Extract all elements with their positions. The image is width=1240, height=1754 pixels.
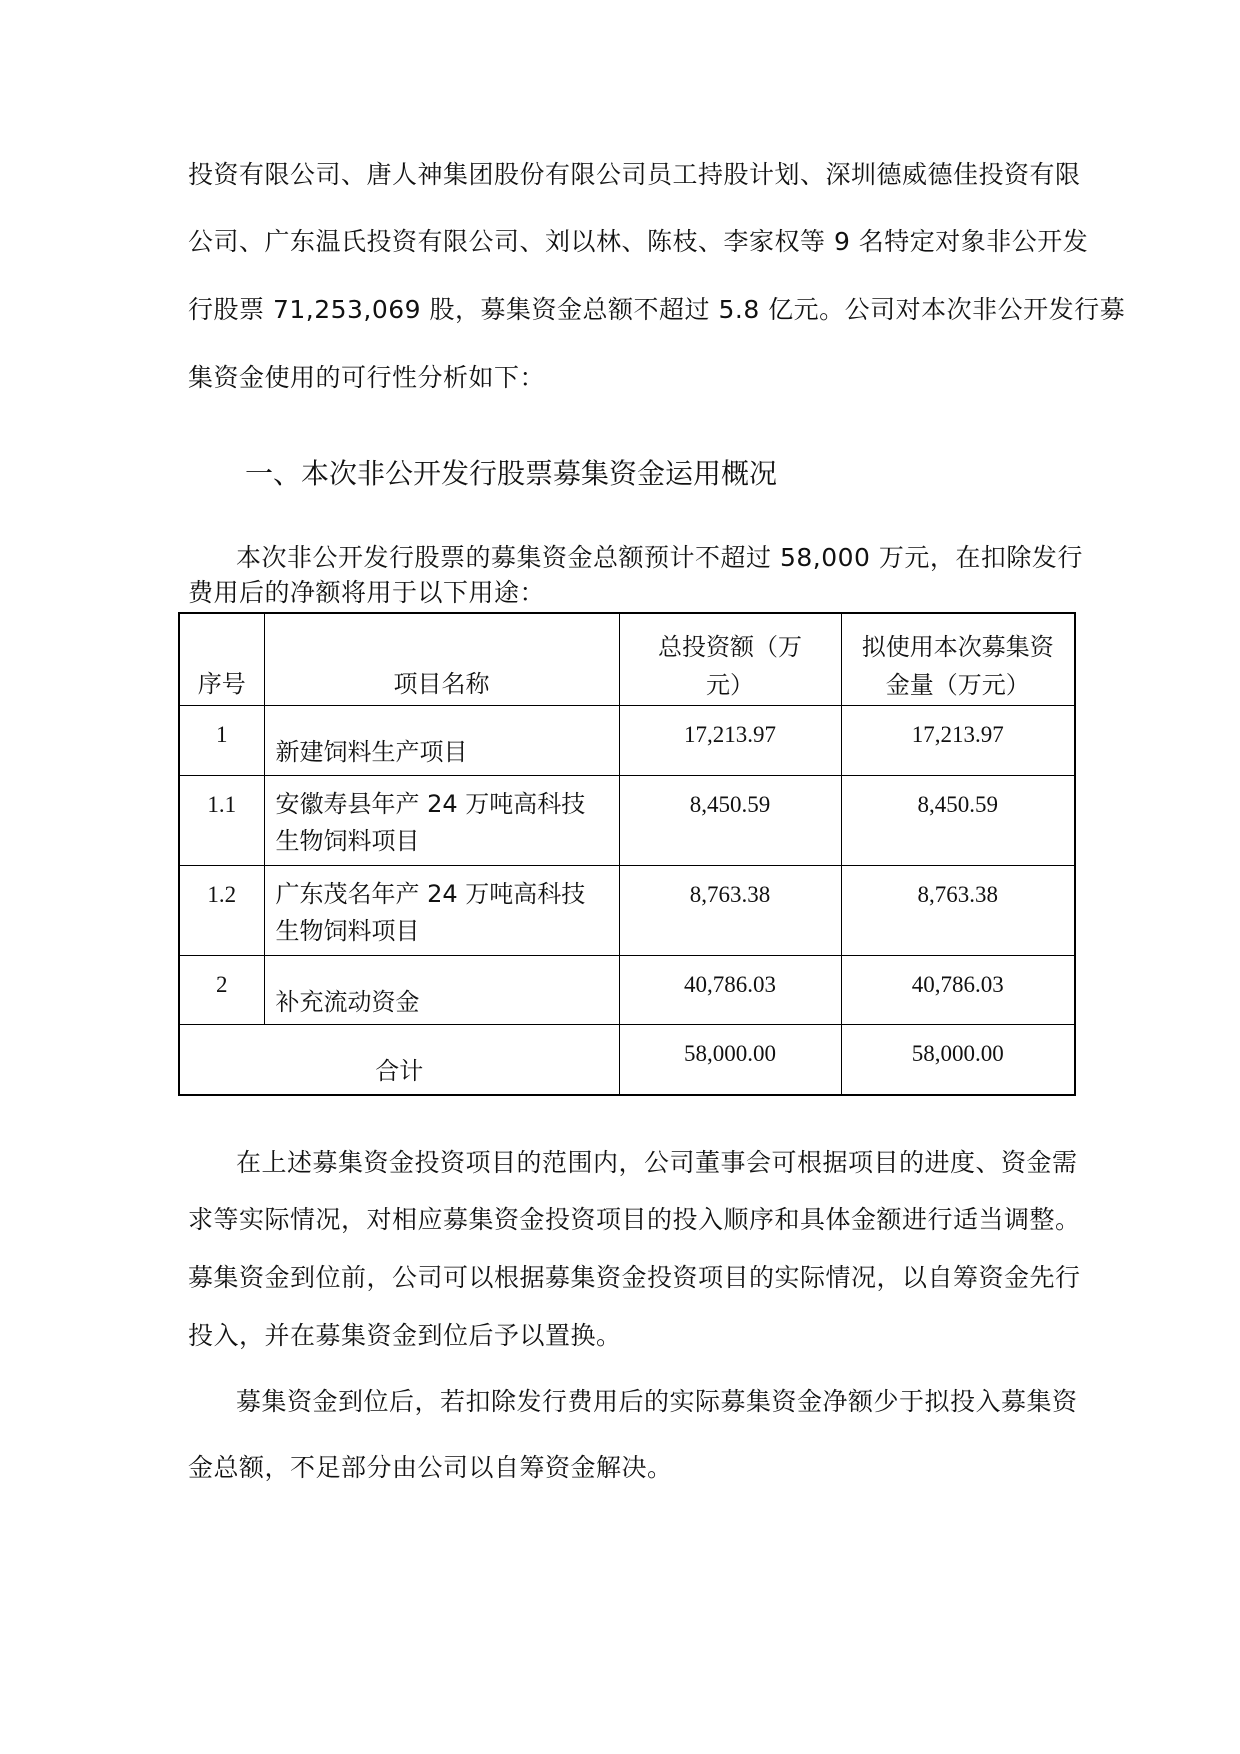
intro-line-4: 集资金使用的可行性分析如下： — [188, 363, 546, 392]
table-header-row — [179, 613, 1075, 705]
section-intro-line-2: 费用后的净额将用于以下用途： — [188, 578, 546, 607]
row-raise: 17,213.97 — [911, 721, 1004, 747]
row-seq: 1.1 — [207, 791, 237, 817]
row-total: 8,450.59 — [689, 791, 771, 817]
table-row — [179, 775, 1075, 865]
header-raise: 拟使用本次募集资 金量（万元） — [841, 613, 1075, 705]
header-name: 项目名称 — [264, 613, 619, 705]
row-raise: 40,786.03 — [911, 971, 1004, 997]
row-seq: 2 — [216, 971, 228, 997]
para2-line-2: 金总额，不足部分由公司以自筹资金解决。 — [188, 1453, 673, 1482]
total-label: 合计 — [375, 1057, 424, 1085]
para1-line-3: 募集资金到位前，公司可以根据募集资金投资项目的实际情况，以自筹资金先行 — [188, 1263, 1081, 1292]
table-row — [179, 955, 1075, 1024]
table-row — [179, 705, 1075, 775]
section-heading: 一、本次非公开发行股票募集资金运用概况 — [245, 457, 778, 490]
para1-line-2: 求等实际情况，对相应募集资金投资项目的投入顺序和具体金额进行适当调整。 — [188, 1205, 1081, 1234]
section-intro-line-1: 本次非公开发行股票的募集资金总额预计不超过 58,000 万元，在扣除发行 — [236, 543, 1083, 572]
table-row — [179, 865, 1075, 955]
row-raise: 8,450.59 — [917, 791, 998, 817]
row-total: 17,213.97 — [684, 721, 776, 747]
para1-line-1: 在上述募集资金投资项目的范围内，公司董事会可根据项目的进度、资金需 — [236, 1148, 1078, 1177]
para1-line-4: 投入，并在募集资金到位后予以置换。 — [188, 1321, 622, 1350]
row-name: 安徽寿县年产 24 万吨高科技 生物饲料项目 — [275, 789, 586, 855]
para2-line-1: 募集资金到位后，若扣除发行费用后的实际募集资金净额少于拟投入募集资 — [236, 1387, 1078, 1416]
row-seq: 1.2 — [207, 881, 237, 907]
header-seq: 序号 — [179, 613, 264, 705]
header-total: 总投资额（万 元） — [619, 613, 841, 705]
row-raise: 8,763.38 — [917, 881, 998, 907]
fund-usage-table — [178, 612, 1076, 1096]
row-total: 8,763.38 — [689, 881, 771, 907]
row-seq: 1 — [216, 721, 228, 747]
intro-line-3: 行股票 71,253,069 股，募集资金总额不超过 5.8 亿元。公司对本次非公开发行募 — [188, 295, 1126, 324]
total-raise: 58,000.00 — [911, 1040, 1004, 1066]
row-name: 广东茂名年产 24 万吨高科技 生物饲料项目 — [275, 879, 586, 945]
row-total: 40,786.03 — [684, 971, 776, 997]
total-sum: 58,000.00 — [684, 1040, 776, 1066]
row-name: 补充流动资金 — [275, 987, 420, 1016]
intro-line-1: 投资有限公司、唐人神集团股份有限公司员工持股计划、深圳德威德佳投资有限 — [188, 160, 1081, 189]
table-total-row — [179, 1024, 1075, 1095]
row-name: 新建饲料生产项目 — [275, 737, 468, 766]
intro-line-2: 公司、广东温氏投资有限公司、刘以林、陈枝、李家权等 9 名特定对象非公开发 — [188, 227, 1089, 256]
